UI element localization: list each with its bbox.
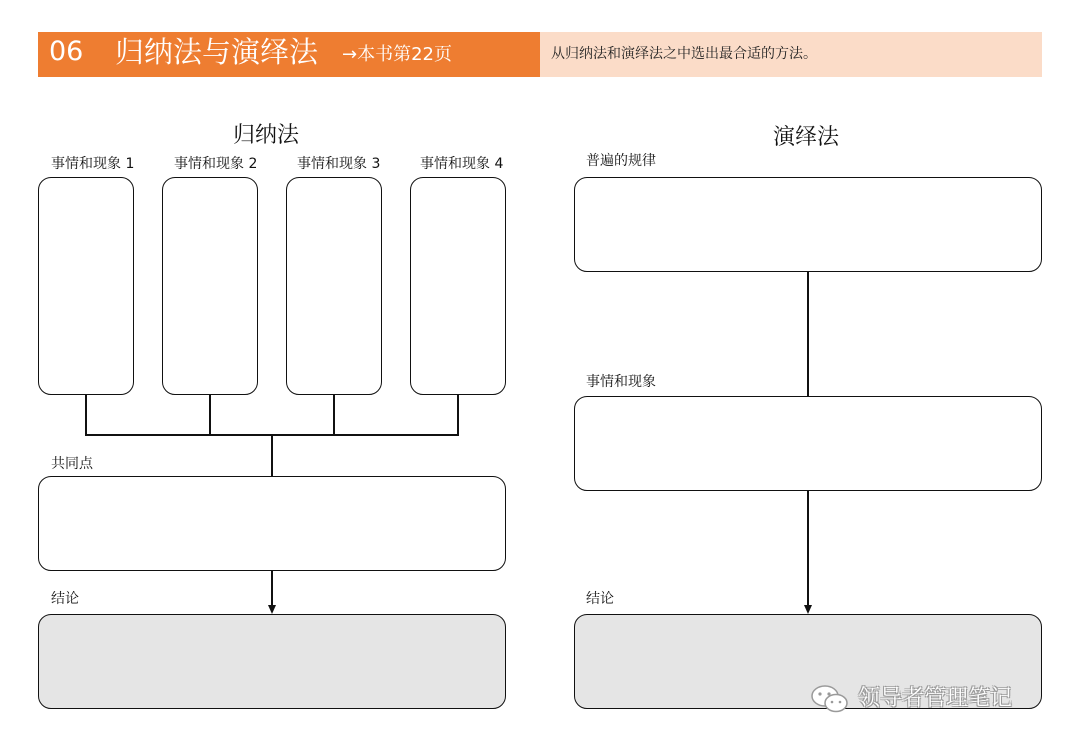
- section-number: 06: [49, 36, 84, 67]
- deduction-conclusion-label: 结论: [586, 591, 614, 607]
- page-reference: →本书第22页: [342, 44, 452, 65]
- deduction-fact-box: [574, 396, 1042, 491]
- connector-rule-to-fact: [807, 272, 809, 396]
- fact-box-1: [38, 177, 134, 395]
- page-description: 从归纳法和演绎法之中选出最合适的方法。: [551, 46, 817, 62]
- deduction-fact-label: 事情和现象: [586, 374, 656, 390]
- rule-label: 普遍的规律: [586, 153, 656, 169]
- header-description-bar: [540, 32, 1042, 77]
- connector-fact-2: [209, 395, 211, 436]
- common-box: [38, 476, 506, 571]
- connector-to-conclusion-right: [807, 491, 809, 606]
- page-title: 归纳法与演绎法: [115, 35, 319, 69]
- connector-fact-3: [333, 395, 335, 436]
- header-banner: [38, 32, 540, 77]
- connector-to-conclusion-left: [271, 571, 273, 606]
- fact-label-3: 事情和现象 3: [297, 156, 381, 172]
- watermark-text: 领导者管理笔记: [858, 686, 1013, 711]
- fact-label-2: 事情和现象 2: [174, 156, 258, 172]
- connector-to-common: [271, 435, 273, 477]
- deduction-title: 演绎法: [773, 125, 840, 150]
- fact-label-1: 事情和现象 1: [51, 156, 135, 172]
- wechat-icon: [810, 684, 850, 714]
- arrow-head-left: [268, 605, 276, 614]
- induction-title: 归纳法: [233, 123, 300, 148]
- fact-box-4: [410, 177, 506, 395]
- watermark: [810, 683, 1012, 715]
- arrow-head-right: [804, 605, 812, 614]
- rule-box: [574, 177, 1042, 272]
- connector-fact-4: [457, 395, 459, 436]
- induction-conclusion-label: 结论: [51, 591, 79, 607]
- fact-box-3: [286, 177, 382, 395]
- fact-box-2: [162, 177, 258, 395]
- induction-conclusion-box: [38, 614, 506, 709]
- fact-label-4: 事情和现象 4: [420, 156, 504, 172]
- connector-fact-1: [85, 395, 87, 436]
- common-label: 共同点: [51, 456, 93, 472]
